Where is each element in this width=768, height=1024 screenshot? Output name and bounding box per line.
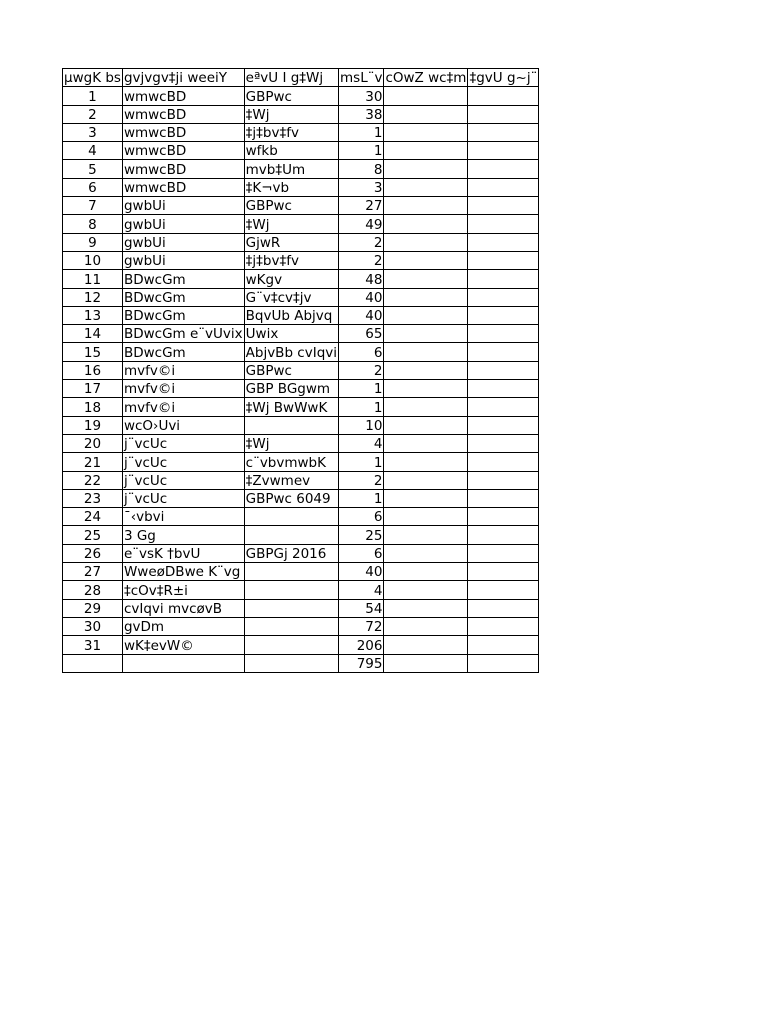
cell-brand-model: Uwix [244,325,338,343]
cell-serial: 5 [63,160,123,178]
cell-total-price [468,361,539,379]
cell-unit-price [384,251,468,269]
cell-quantity: 2 [339,361,384,379]
cell-quantity: 40 [339,563,384,581]
cell-unit-price [384,123,468,141]
cell-serial: 27 [63,563,123,581]
cell-total-price [468,87,539,105]
cell-unit-price [384,87,468,105]
cell-quantity: 4 [339,581,384,599]
cell-serial: 16 [63,361,123,379]
cell-brand-model: GBPwc [244,361,338,379]
cell-unit-price [384,471,468,489]
cell-description: j¨vcUc [122,489,244,507]
cell-serial: 21 [63,453,123,471]
cell-total-price [468,251,539,269]
cell-quantity: 3 [339,178,384,196]
table-row [63,215,539,233]
cell-quantity: 6 [339,508,384,526]
total-empty-description [122,654,244,672]
total-quantity: 795 [339,654,384,672]
cell-serial: 4 [63,142,123,160]
cell-brand-model: ‡Wj [244,215,338,233]
cell-quantity: 1 [339,123,384,141]
cell-total-price [468,160,539,178]
table-row [63,398,539,416]
cell-brand-model [244,416,338,434]
cell-description: 3 Gg [122,526,244,544]
cell-brand-model: GBPwc [244,87,338,105]
cell-quantity: 2 [339,233,384,251]
cell-total-price [468,343,539,361]
cell-brand-model: ‡Zvwmev [244,471,338,489]
cell-brand-model: GBPGj 2016 [244,544,338,562]
cell-total-price [468,325,539,343]
cell-total-price [468,416,539,434]
cell-quantity: 1 [339,453,384,471]
cell-quantity: 54 [339,599,384,617]
table-row [63,306,539,324]
cell-quantity: 27 [339,197,384,215]
cell-description: wK‡evW© [122,636,244,654]
header-quantity: msL¨v [340,70,383,87]
cell-quantity: 40 [339,306,384,324]
cell-quantity: 10 [339,416,384,434]
cell-total-price [468,581,539,599]
cell-description: wmwcBD [122,142,244,160]
cell-quantity: 25 [339,526,384,544]
cell-description: mvfv©i [122,398,244,416]
cell-quantity: 206 [339,636,384,654]
table-row [63,270,539,288]
cell-total-price [468,398,539,416]
cell-description: gvDm [122,617,244,635]
table-row [63,160,539,178]
header-total-price: ‡gvU g~j¨ [469,70,538,87]
cell-unit-price [384,526,468,544]
cell-total-price [468,544,539,562]
table-row [63,599,539,617]
cell-brand-model [244,617,338,635]
cell-unit-price [384,215,468,233]
cell-total-price [468,453,539,471]
cell-unit-price [384,343,468,361]
cell-quantity: 1 [339,398,384,416]
cell-serial: 7 [63,197,123,215]
cell-description: wmwcBD [122,123,244,141]
cell-unit-price [384,617,468,635]
cell-brand-model [244,636,338,654]
cell-brand-model: wfkb [244,142,338,160]
cell-quantity: 1 [339,142,384,160]
table-row [63,142,539,160]
cell-total-price [468,526,539,544]
cell-brand-model: GBPwc [244,197,338,215]
cell-description: BDwcGm [122,306,244,324]
table-row [63,361,539,379]
cell-unit-price [384,233,468,251]
cell-description: BDwcGm [122,270,244,288]
cell-serial: 11 [63,270,123,288]
total-row [63,654,539,672]
cell-unit-price [384,508,468,526]
cell-description: gwbUi [122,215,244,233]
cell-quantity: 40 [339,288,384,306]
table-row [63,508,539,526]
cell-description: e¨vsK †bvU [122,544,244,562]
table-row [63,416,539,434]
cell-serial: 14 [63,325,123,343]
cell-unit-price [384,581,468,599]
table-row [63,87,539,105]
cell-total-price [468,599,539,617]
cell-description: gwbUi [122,251,244,269]
cell-unit-price [384,270,468,288]
cell-brand-model: GjwR [244,233,338,251]
cell-unit-price [384,197,468,215]
cell-total-price [468,288,539,306]
table-row [63,288,539,306]
cell-quantity: 49 [339,215,384,233]
cell-description: ‡cOv‡R±i [122,581,244,599]
cell-brand-model: ‡Wj BwWwK [244,398,338,416]
cell-brand-model [244,526,338,544]
cell-unit-price [384,544,468,562]
cell-brand-model [244,563,338,581]
cell-serial: 26 [63,544,123,562]
inventory-table-body [63,69,539,673]
cell-brand-model: c¨vbvmwbK [244,453,338,471]
cell-unit-price [384,142,468,160]
cell-serial: 10 [63,251,123,269]
table-row [63,343,539,361]
cell-brand-model: ‡j‡bv‡fv [244,251,338,269]
table-header-row [63,69,539,87]
cell-total-price [468,563,539,581]
table-row [63,325,539,343]
cell-serial: 31 [63,636,123,654]
cell-brand-model: AbjvBb cvIqvi [245,344,338,361]
cell-total-price [468,471,539,489]
table-row [63,489,539,507]
cell-serial: 15 [63,343,123,361]
cell-unit-price [384,361,468,379]
cell-unit-price [384,178,468,196]
header-unit-price: cOwZ wc‡m [385,70,467,87]
cell-serial: 28 [63,581,123,599]
table-row [63,105,539,123]
cell-unit-price [384,636,468,654]
cell-unit-price [384,453,468,471]
cell-serial: 2 [63,105,123,123]
table-row [63,544,539,562]
header-serial: µwgK bs [64,70,121,87]
cell-description: wcO›Uvi [122,416,244,434]
cell-brand-model: GBP BGgwm [244,380,338,398]
table-row [63,178,539,196]
total-empty-total-price [468,654,539,672]
cell-quantity: 48 [339,270,384,288]
cell-description: BDwcGm [122,288,244,306]
cell-total-price [468,306,539,324]
header-brand-model: eªvU I g‡Wj [244,69,338,87]
table-row [63,197,539,215]
cell-brand-model: G¨v‡cv‡jv [244,288,338,306]
cell-description: j¨vcUc [122,434,244,452]
cell-quantity: 1 [339,489,384,507]
cell-total-price [468,434,539,452]
cell-serial: 18 [63,398,123,416]
total-empty-serial [63,654,123,672]
cell-serial: 22 [63,471,123,489]
cell-description: j¨vcUc [122,471,244,489]
cell-total-price [468,215,539,233]
cell-serial: 29 [63,599,123,617]
cell-serial: 3 [63,123,123,141]
table-row [63,453,539,471]
cell-brand-model: ‡Wj [244,105,338,123]
cell-unit-price [384,380,468,398]
cell-total-price [468,123,539,141]
total-empty-unit-price [384,654,468,672]
cell-total-price [468,489,539,507]
cell-brand-model: mvb‡Um [244,160,338,178]
cell-brand-model: wKgv [244,270,338,288]
table-row [63,434,539,452]
total-empty-brand [244,654,338,672]
cell-unit-price [384,288,468,306]
cell-quantity: 8 [339,160,384,178]
table-row [63,526,539,544]
cell-description: wmwcBD [122,87,244,105]
table-row [63,123,539,141]
cell-description: mvfv©i [122,380,244,398]
cell-serial: 1 [63,87,123,105]
cell-brand-model: GBPwc 6049 [244,489,338,507]
cell-description: ¯‹vbvi [122,508,244,526]
table-row [63,233,539,251]
cell-unit-price [384,599,468,617]
cell-total-price [468,197,539,215]
inventory-table [62,68,539,673]
cell-serial: 8 [63,215,123,233]
cell-unit-price [384,416,468,434]
cell-brand-model [244,599,338,617]
cell-total-price [468,270,539,288]
cell-description: BDwcGm e¨vUvix [123,326,243,343]
cell-description: gwbUi [122,197,244,215]
cell-unit-price [384,160,468,178]
cell-unit-price [384,105,468,123]
header-description: gvjvgv‡ji weeiY [122,69,244,87]
cell-description: WweøDBwe K¨vg [122,563,244,581]
table-row [63,471,539,489]
cell-serial: 13 [63,306,123,324]
cell-total-price [468,178,539,196]
cell-description: BDwcGm [122,343,244,361]
cell-description: cvIqvi mvcøvB [122,599,244,617]
cell-quantity: 65 [339,325,384,343]
table-row [63,636,539,654]
cell-quantity: 72 [339,617,384,635]
cell-unit-price [384,325,468,343]
cell-quantity: 6 [339,343,384,361]
cell-serial: 12 [63,288,123,306]
cell-quantity: 2 [339,471,384,489]
cell-unit-price [384,489,468,507]
cell-description: wmwcBD [122,160,244,178]
table-row [63,617,539,635]
cell-description: j¨vcUc [122,453,244,471]
cell-brand-model: BqvUb Abjvq [244,306,338,324]
cell-brand-model [244,508,338,526]
cell-unit-price [384,398,468,416]
cell-brand-model: ‡K¬vb [244,178,338,196]
cell-total-price [468,617,539,635]
cell-total-price [468,380,539,398]
cell-quantity: 1 [339,380,384,398]
cell-total-price [468,142,539,160]
cell-serial: 30 [63,617,123,635]
cell-unit-price [384,306,468,324]
cell-quantity: 30 [339,87,384,105]
table-row [63,563,539,581]
cell-quantity: 38 [339,105,384,123]
cell-description: gwbUi [122,233,244,251]
cell-total-price [468,508,539,526]
table-row [63,581,539,599]
cell-unit-price [384,434,468,452]
cell-unit-price [384,563,468,581]
cell-serial: 9 [63,233,123,251]
cell-brand-model: ‡Wj [244,434,338,452]
table-row [63,380,539,398]
cell-quantity: 2 [339,251,384,269]
table-row [63,251,539,269]
cell-quantity: 6 [339,544,384,562]
cell-serial: 25 [63,526,123,544]
cell-description: wmwcBD [122,178,244,196]
cell-serial: 23 [63,489,123,507]
cell-brand-model: ‡j‡bv‡fv [244,123,338,141]
cell-quantity: 4 [339,434,384,452]
cell-serial: 17 [63,380,123,398]
cell-total-price [468,636,539,654]
cell-brand-model [244,581,338,599]
cell-serial: 19 [63,416,123,434]
cell-serial: 6 [63,178,123,196]
cell-total-price [468,105,539,123]
cell-serial: 20 [63,434,123,452]
cell-description: wmwcBD [122,105,244,123]
cell-description: mvfv©i [122,361,244,379]
cell-serial: 24 [63,508,123,526]
cell-total-price [468,233,539,251]
